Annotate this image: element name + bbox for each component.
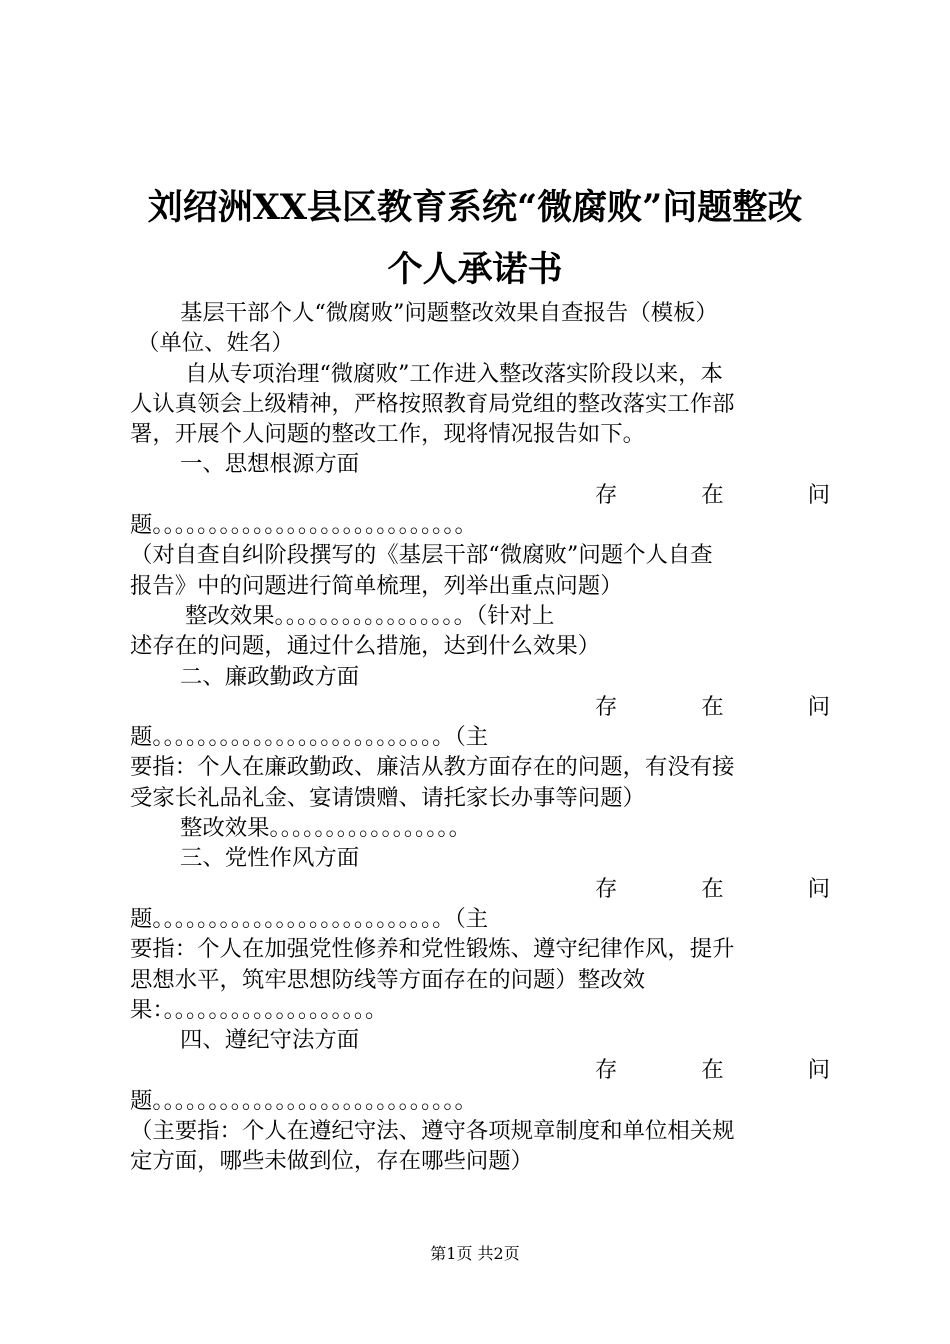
exist-char: 在 xyxy=(701,875,724,902)
section-line: 要指：个人在廉政勤政、廉洁从教方面存在的问题，有没有接 xyxy=(130,754,735,781)
section-line: 思想水平，筑牢思想防线等方面存在的问题）整改效 xyxy=(130,966,645,993)
section-heading: 三、党性作风方面 xyxy=(180,845,360,872)
exist-char: 问 xyxy=(807,693,830,720)
section-line: 题。。。。。。。。。。。。。。。。。。。。。。。。。。（主 xyxy=(130,905,489,932)
section-heading: 四、遵纪守法方面 xyxy=(180,1027,360,1054)
section-line: 题。。。。。。。。。。。。。。。。。。。。。。。。。。（主 xyxy=(130,724,489,751)
exist-char: 在 xyxy=(701,1057,724,1084)
effect-line: 整改效果。。。。。。。。。。。。。。。。。 xyxy=(180,815,472,842)
exist-char: 存 xyxy=(595,481,618,508)
exist-char: 在 xyxy=(701,693,724,720)
exist-char: 存 xyxy=(595,693,618,720)
document-body xyxy=(130,298,830,1177)
intro-line: 人认真领会上级精神，严格按照教育局党组的整改落实工作部 xyxy=(130,390,735,417)
exist-label xyxy=(595,692,830,722)
intro-line: 自从专项治理“微腐败”工作进入整改落实阶段以来，本 xyxy=(185,360,723,387)
exist-label xyxy=(595,480,830,510)
section-line: 果：。。。。。。。。。。。。。。。。。。。 xyxy=(130,996,388,1023)
effect-line: 整改效果。。。。。。。。。。。。。。。。。（针对上 xyxy=(185,602,555,629)
intro-line: 署，开展个人问题的整改工作，现将情况报告如下。 xyxy=(130,421,645,448)
section-line: 报告》中的问题进行简单梳理，列举出重点问题） xyxy=(130,572,623,599)
exist-char: 存 xyxy=(595,875,618,902)
section-line: 定方面，哪些未做到位，存在哪些问题） xyxy=(130,1148,534,1175)
document-title-line2: 个人承诺书 xyxy=(387,249,563,290)
exist-char: 问 xyxy=(807,1057,830,1084)
section-line: （主要指：个人在遵纪守法、遵守各项规章制度和单位相关规 xyxy=(130,1118,735,1145)
subtitle: 基层干部个人“微腐败”问题整改效果自查报告（模板） xyxy=(180,300,718,326)
exist-char: 问 xyxy=(807,481,830,508)
exist-char: 在 xyxy=(701,481,724,508)
exist-char: 存 xyxy=(595,1057,618,1084)
section-line: 要指：个人在加强党性修养和党性锻炼、遵守纪律作风，提升 xyxy=(130,936,735,963)
section-line: 题。。。。。。。。。。。。。。。。。。。。。。。。。。。。 xyxy=(130,512,477,539)
exist-char: 问 xyxy=(807,875,830,902)
effect-line: 述存在的问题，通过什么措施，达到什么效果） xyxy=(130,633,601,660)
document-title-line1: 刘绍洲XX县区教育系统“微腐败”问题整改 xyxy=(147,187,803,228)
unit-name: （单位、姓名） xyxy=(137,330,294,357)
page-footer: 第1页 共2页 xyxy=(430,1244,520,1263)
exist-label xyxy=(595,874,830,904)
section-heading: 二、廉政勤政方面 xyxy=(180,663,360,690)
section-line: 受家长礼品礼金、宴请馈赠、请托家长办事等问题） xyxy=(130,784,645,811)
section-line: （对自查自纠阶段撰写的《基层干部“微腐败”问题个人自查 xyxy=(130,542,713,569)
section-heading: 一、思想根源方面 xyxy=(180,451,360,478)
section-line: 题。。。。。。。。。。。。。。。。。。。。。。。。。。。。 xyxy=(130,1087,477,1114)
exist-label xyxy=(595,1055,830,1085)
